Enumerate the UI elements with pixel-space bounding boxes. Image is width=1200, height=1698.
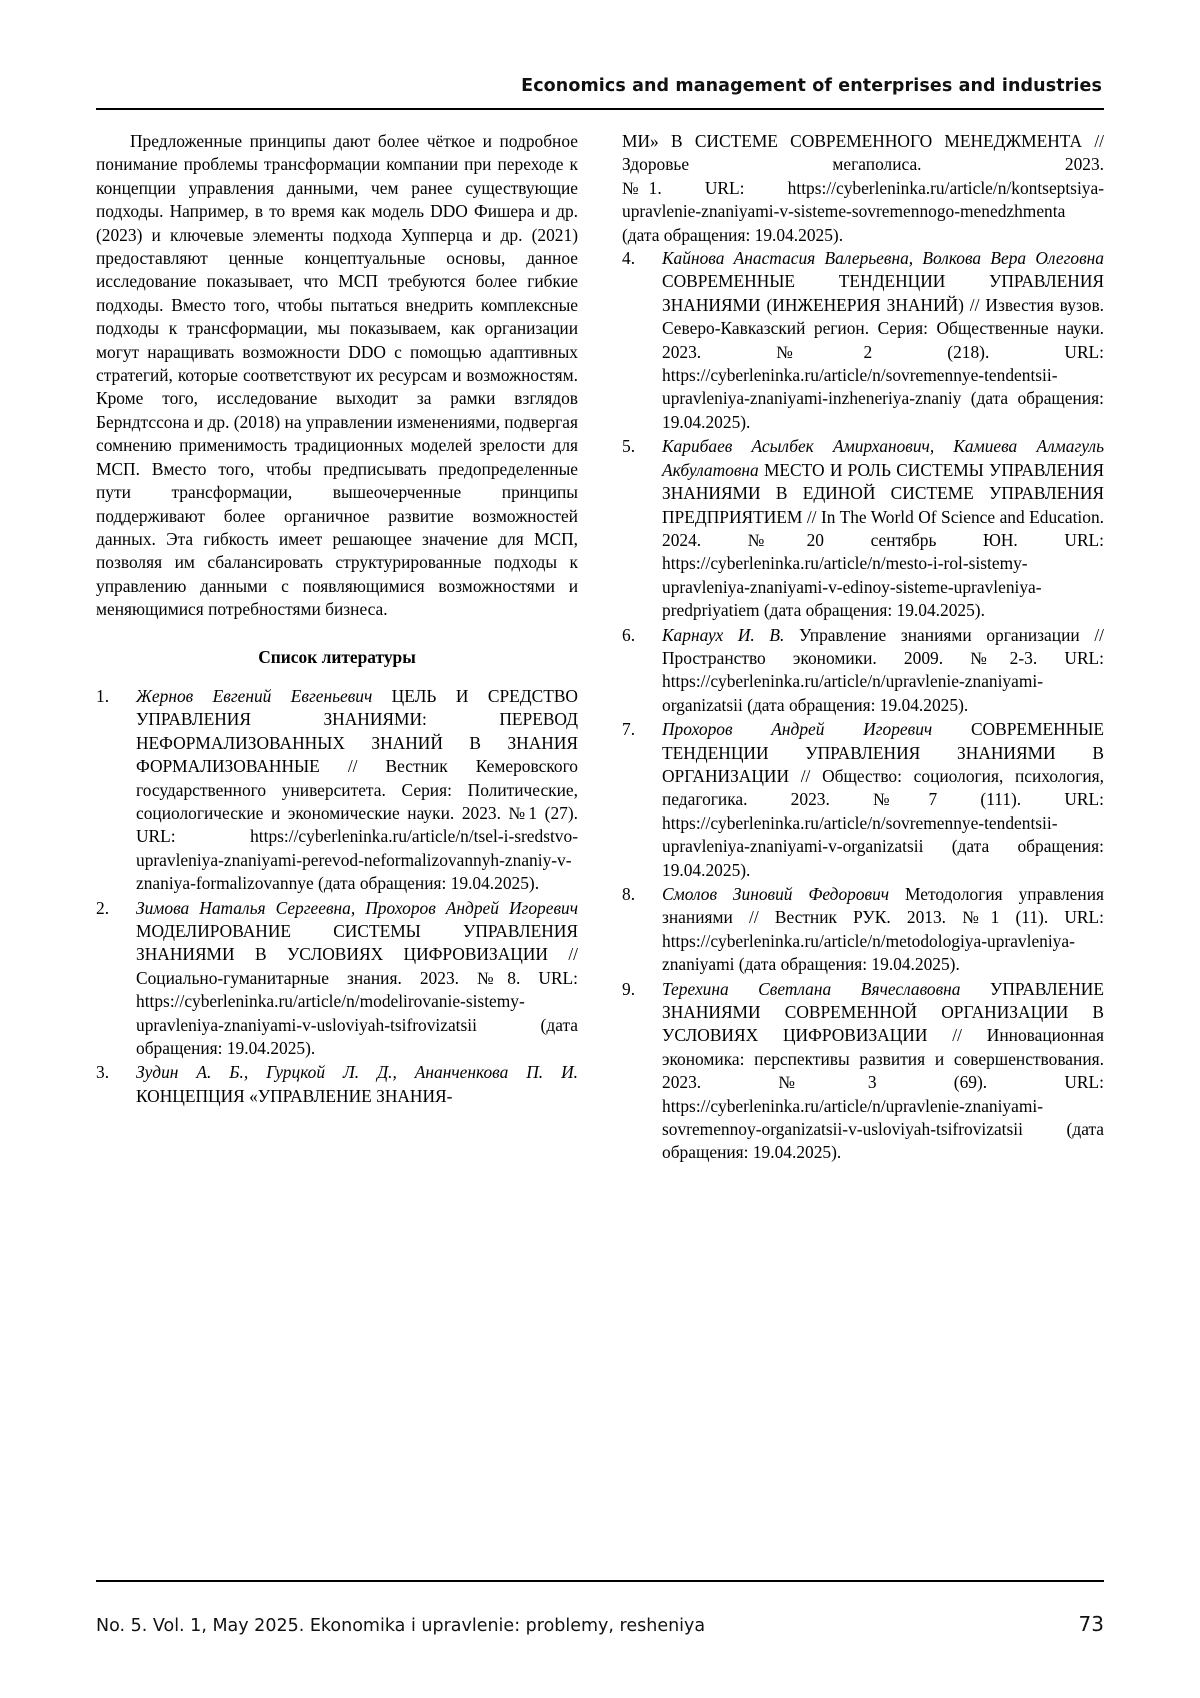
reference-body bbox=[662, 978, 1104, 1165]
reference-item bbox=[622, 247, 1104, 434]
header-rule bbox=[96, 108, 1104, 110]
reference-body bbox=[662, 718, 1104, 882]
reference-text: УПРАВЛЕНИЕ ЗНАНИЯМИ СОВРЕМЕННОЙ ОРГАНИЗАЦИИ В УСЛОВИЯХ ЦИФРОВИЗАЦИИ // Инновационная экономика: перспективы развития и совершенствования. 2023. №3 (69). URL: https://cyberleninka.ru/article/n/upravlenie-znaniyami-sovremennoy-organizatsii-v-usloviyah-tsifrovizatsii (дата обращения: 19.04.2025). bbox=[662, 978, 1104, 1163]
reference-item bbox=[622, 435, 1104, 622]
reference-text: Методология управления знаниями // Вестник РУК. 2013. №1 (11). URL: https://cyberleninka.ru/article/n/metodologiya-upravleniya-znaniyami (дата обращения: 19.04.2025). bbox=[662, 884, 1104, 975]
reference-body bbox=[662, 247, 1104, 434]
reference-item bbox=[622, 718, 1104, 882]
reference-text: Управление знаниями организации // Пространство экономики. 2009. №2-3. URL: https://cyberleninka.ru/article/n/upravlenie-znaniyami-organizatsii (дата обращения: 19.04.2025). bbox=[662, 624, 1104, 715]
reference-list-right bbox=[622, 247, 1104, 1165]
references-heading: Список литературы bbox=[258, 646, 416, 667]
reference-number: 6. bbox=[622, 624, 636, 645]
reference-authors: Терехина Светлана Вячеславовна bbox=[662, 978, 961, 999]
reference-item bbox=[96, 685, 578, 896]
reference-authors: Кайнова Анастасия Валерьевна, Волкова Вера Олеговна bbox=[662, 248, 1104, 269]
reference-list-left bbox=[96, 685, 578, 1108]
reference-text: КОНЦЕПЦИЯ «УПРАВЛЕНИЕ ЗНАНИЯ- bbox=[136, 1085, 453, 1106]
reference-authors: Зимова Наталья Сергеевна, Прохоров Андрей Игоревич bbox=[136, 897, 578, 918]
reference-number: 5. bbox=[622, 436, 636, 457]
right-column bbox=[622, 130, 1104, 1450]
reference-number: 3. bbox=[96, 1062, 110, 1083]
reference-item bbox=[622, 978, 1104, 1165]
running-head: Economics and management of enterprises and industries bbox=[521, 76, 1102, 96]
reference-text: МОДЕЛИРОВАНИЕ СИСТЕМЫ УПРАВЛЕНИЯ ЗНАНИЯМИ В УСЛОВИЯХ ЦИФРОВИЗАЦИИ // Социально-гуманитарные знания. 2023. №8. URL: https://cyberleninka.ru/article/n/modelirovanie-sistemy-upravleniya-znaniyami-v-usloviyah-tsifrovizatsii (дата обращения: 19.04.2025). bbox=[136, 921, 578, 1059]
page-number: 73 bbox=[1078, 1612, 1104, 1636]
reference-number: 2. bbox=[96, 897, 110, 918]
reference-number: 4. bbox=[622, 248, 636, 269]
reference-body bbox=[136, 897, 578, 1061]
reference-item bbox=[96, 1061, 578, 1108]
reference-item bbox=[622, 883, 1104, 977]
reference-text: ЦЕЛЬ И СРЕДСТВО УПРАВЛЕНИЯ ЗНАНИЯМИ: ПЕРЕВОД НЕФОРМАЛИЗОВАННЫХ ЗНАНИЙ В ЗНАНИЯ ФОРМАЛИЗОВАННЫЕ // Вестник Кемеровского государственного университета. Серия: Политические, социологические и экономические науки. 2023. №1 (27). URL: https://cyberleninka.ru/article/n/tsel-i-sredstvo-upravleniya-znaniyami-perevod-neformalizovannyh-znaniy-v-znaniya-formalizovannye (дата обращения: 19.04.2025). bbox=[136, 685, 578, 894]
footer-rule bbox=[96, 1580, 1104, 1582]
left-column bbox=[96, 130, 578, 1450]
body-paragraph: Предложенные принципы дают более чёткое и подробное понимание проблемы трансформации компании при переходе к концепции управления данными, чем ранее существующие подходы. Например, в то время как модель DDO Фишера и др. (2023) и ключевые элементы подхода Хупперца и др. (2021) предоставляют ценные концептуальные основы, данное исследование показывает, что МСП требуются более гибкие подходы. Вместо того, чтобы пытаться внедрить комплексные подходы к трансформации, мы показываем, как организации могут наращивать возможности DDO с помощью адаптивных стратегий, которые соответствуют их ресурсам и возможностям. Кроме того, исследование выходит за рамки взглядов Берндтссона и др. (2018) на управлении изменениями, подвергая сомнению применимость традиционных моделей зрелости для МСП. Вместо того, чтобы предписывать предопределенные пути трансформации, вышеочерченные принципы поддерживают более органичное развитие возможностей данных. Эта гибкость имеет решающее значение для МСП, позволяя им сбалансировать структурированные подходы к управлению данными с появляющимися возможностями и меняющимися потребностями бизнеса. bbox=[96, 131, 578, 620]
reference-authors: Карнаух И. В. bbox=[662, 624, 785, 645]
two-column-body bbox=[96, 130, 1104, 1450]
reference-authors: Карибаев Асылбек Амирханович, Камиева Алмагуль Акбулатовна bbox=[662, 436, 1104, 480]
reference-number: 8. bbox=[622, 884, 636, 904]
reference-body bbox=[136, 685, 578, 896]
reference-item bbox=[622, 624, 1104, 718]
reference-body bbox=[662, 435, 1104, 622]
reference-body bbox=[662, 624, 1104, 718]
reference-authors: Смолов Зиновий Федорович bbox=[662, 884, 890, 904]
reference-number: 7. bbox=[622, 719, 636, 740]
reference-text: СОВРЕМЕННЫЕ ТЕНДЕНЦИИ УПРАВЛЕНИЯ ЗНАНИЯМИ В ОРГАНИЗАЦИИ // Общество: социология, психология, педагогика. 2023. №7 (111). URL: https://cyberleninka.ru/article/n/sovremennye-tendentsii-upravleniya-znaniyami-v-organizatsii (дата обращения: 19.04.2025). bbox=[662, 719, 1104, 880]
reference-authors: Жернов Евгений Евгеньевич bbox=[136, 685, 373, 706]
reference-number: 1. bbox=[96, 685, 110, 706]
reference-text: СОВРЕМЕННЫЕ ТЕНДЕНЦИИ УПРАВЛЕНИЯ ЗНАНИЯМИ (ИНЖЕНЕРИЯ ЗНАНИЙ) // Известия вузов. Северо-Кавказский регион. Серия: Общественные науки. 2023. №2 (218). URL: https://cyberleninka.ru/article/n/sovremennye-tendentsii-upravleniya-znaniyami-inzheneriya-znaniy (дата обращения: 19.04.2025). bbox=[662, 271, 1104, 432]
reference-body bbox=[136, 1061, 578, 1108]
reference-body bbox=[662, 883, 1104, 977]
reference-continuation: МИ» В СИСТЕМЕ СОВРЕМЕННОГО МЕНЕДЖМЕНТА // Здоровье мегаполиса. 2023. №1. URL: https://cyberleninka.ru/article/n/kontseptsiya-upravlenie-znaniyami-v-sisteme-sovremennogo-menedzhmenta (дата обращения: 19.04.2025). bbox=[622, 131, 1104, 245]
reference-text: МЕСТО И РОЛЬ СИСТЕМЫ УПРАВЛЕНИЯ ЗНАНИЯМИ В ЕДИНОЙ СИСТЕМЕ УПРАВЛЕНИЯ ПРЕДПРИЯТИЕМ // In The World Of Science and Education. 2024. №20 сентябрь ЮН. URL: https://cyberleninka.ru/article/n/mesto-i-rol-sistemy-upravleniya-znaniyami-v-edinoy-sisteme-upravleniya-predpriyatiem (дата обращения: 19.04.2025). bbox=[662, 459, 1104, 621]
reference-item bbox=[96, 897, 578, 1061]
issue-info: No. 5. Vol. 1, May 2025. Ekonomika i upravlenie: problemy, resheniya bbox=[96, 1616, 706, 1636]
reference-authors: Прохоров Андрей Игоревич bbox=[662, 719, 933, 740]
reference-authors: Зудин А. Б., Гурцкой Л. Д., Ананченкова П. И. bbox=[136, 1062, 578, 1083]
reference-number: 9. bbox=[622, 978, 636, 999]
page-footer bbox=[96, 1612, 1104, 1636]
